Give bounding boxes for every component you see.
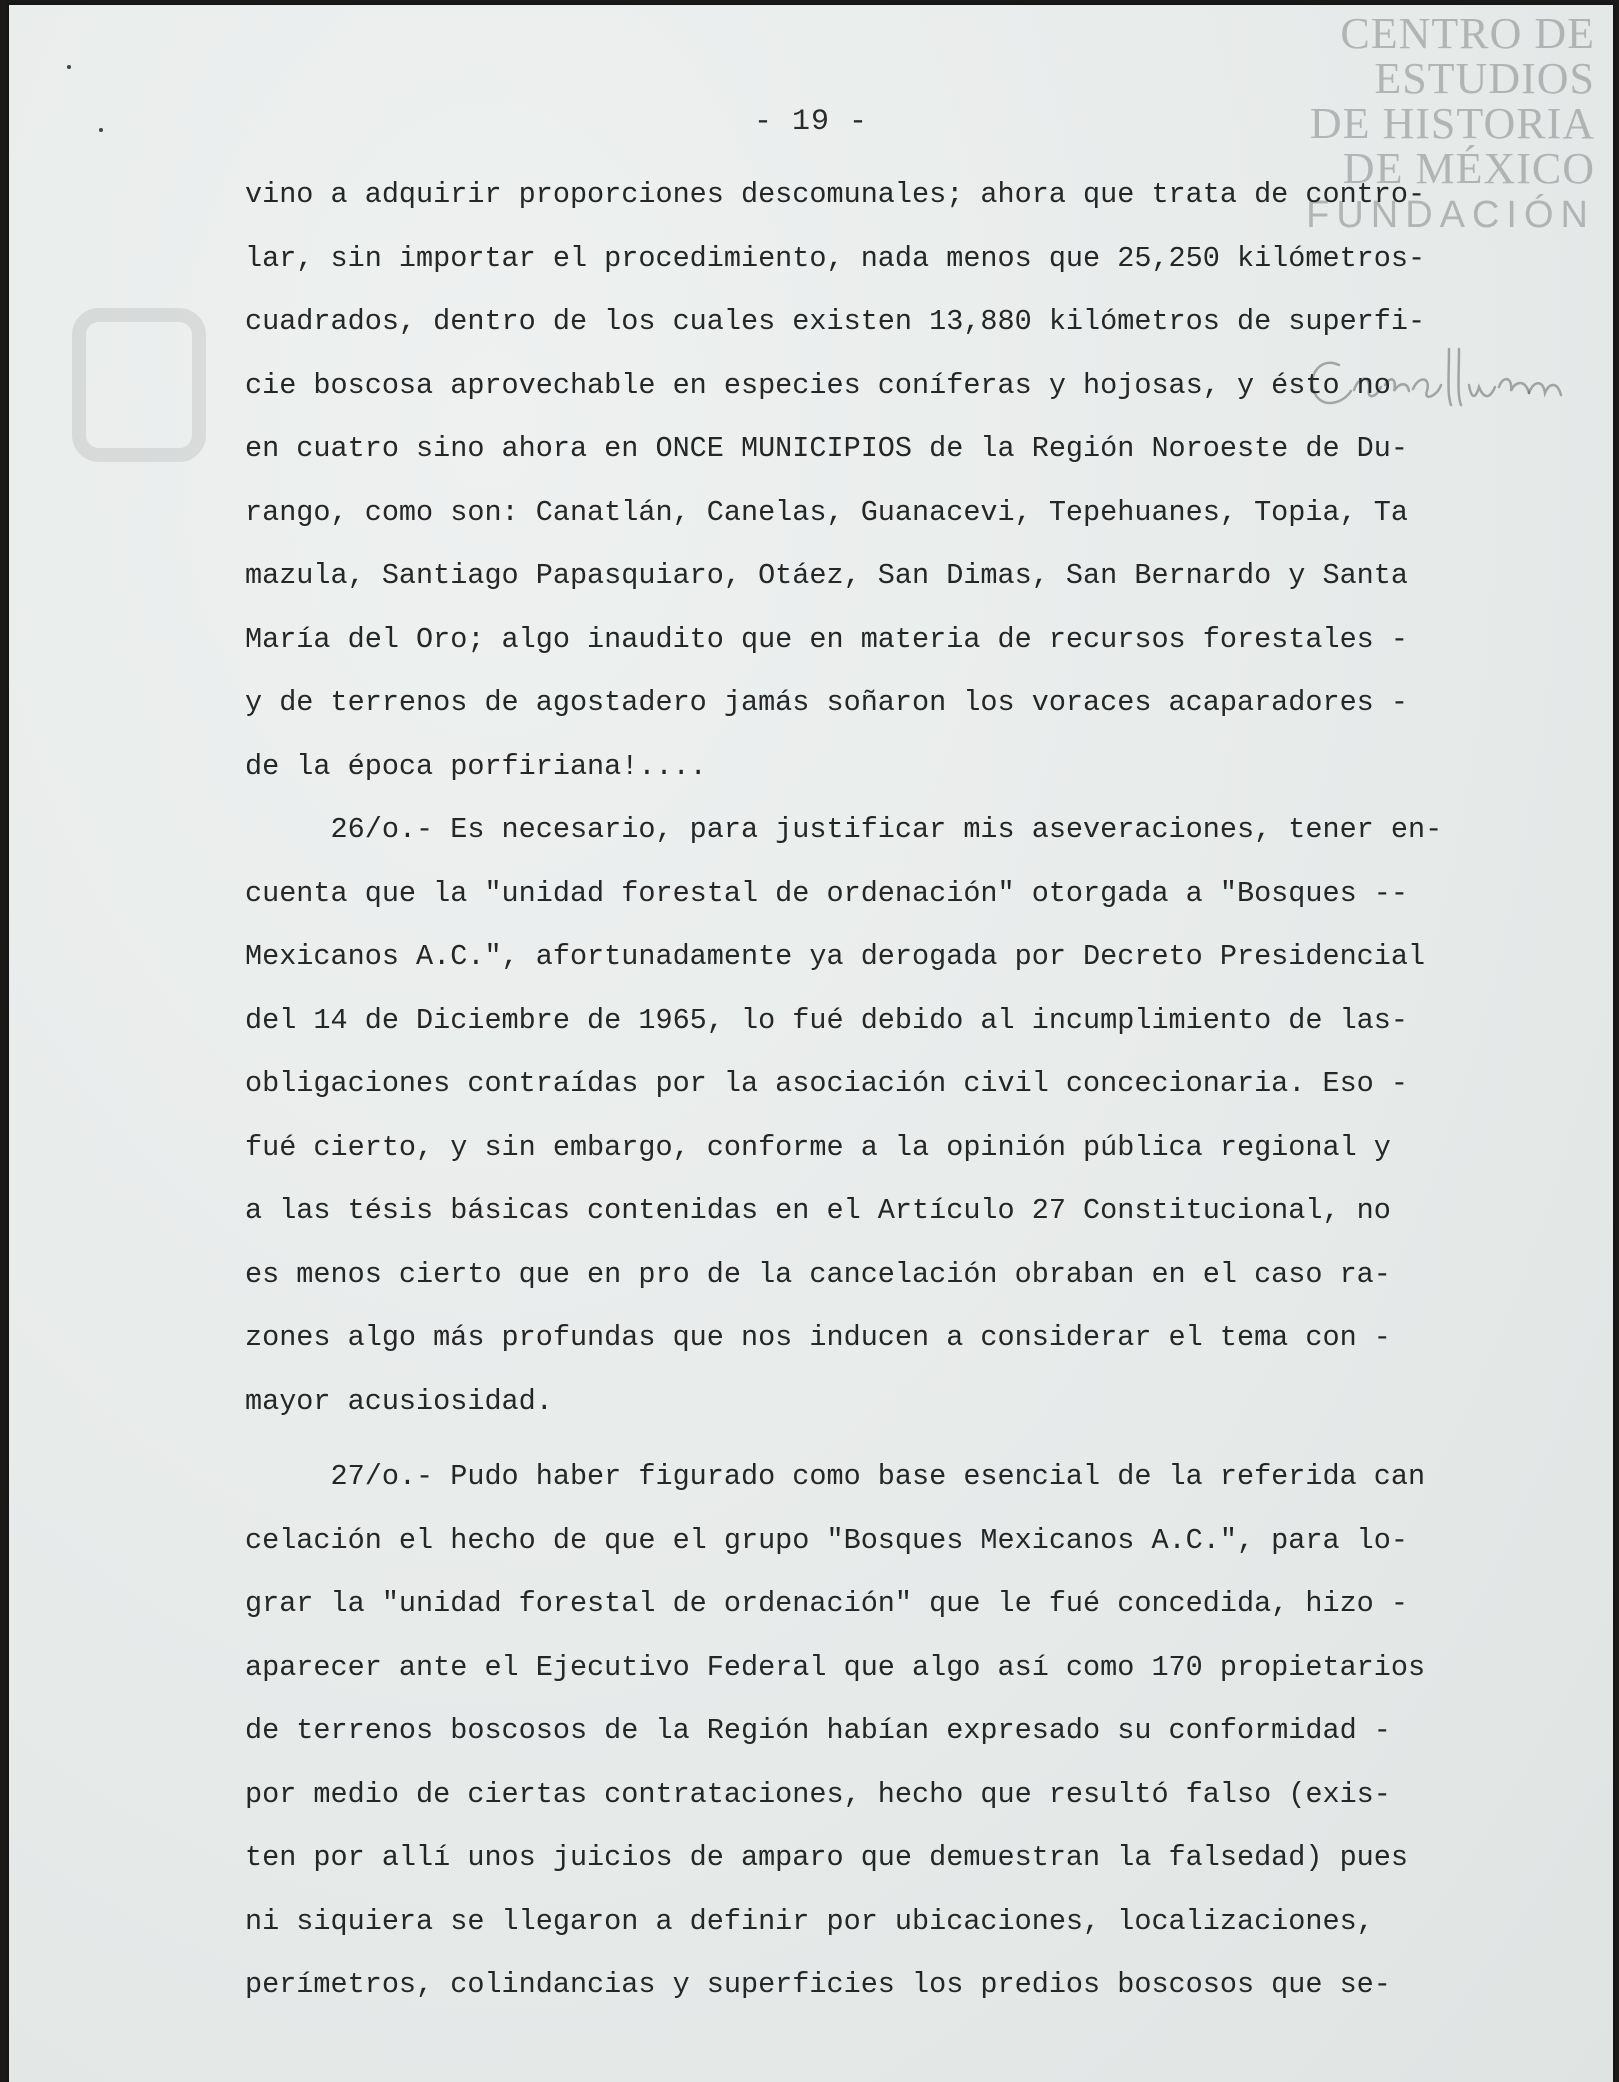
paragraph-gap [245, 1433, 1575, 1445]
text-line: es menos cierto que en pro de la cancelación obraban en el caso ra- [245, 1257, 1391, 1291]
paragraph-26-start: 26/o.- Es necesario, para justificar mis aseveraciones, tener en- [245, 813, 1443, 846]
text-line: María del Oro; algo inaudito que en materia de recursos forestales - [245, 622, 1408, 656]
text-line: lar, sin importar el procedimiento, nada menos que 25,250 kilómetros- [245, 241, 1426, 275]
text-line: rango, como son: Canatlán, Canelas, Guanacevi, Tepehuanes, Topia, Ta [245, 495, 1408, 529]
text-line: ni siquiera se llegaron a definir por ubicaciones, localizaciones, [245, 1904, 1374, 1938]
text-line: ten por allí unos juicios de amparo que demuestran la falsedad) pues [245, 1841, 1408, 1874]
text-line: zones algo más profundas que nos inducen a considerar el tema con - [245, 1321, 1391, 1354]
page-number: - 19 - [753, 105, 869, 139]
watermark-line: DE HISTORIA [1309, 99, 1595, 148]
text-line: de la época porfiriana!.... [245, 749, 707, 783]
paragraph-27-start: 27/o.- Pudo haber figurado como base esencial de la referida can [245, 1460, 1426, 1493]
text-line: mayor acusiosidad. [245, 1384, 553, 1418]
bleed-through-stamp [69, 305, 209, 465]
text-line: celación el hecho de que el grupo "Bosques Mexicanos A.C.", para lo- [245, 1523, 1408, 1557]
text-line: a las tésis básicas contenidas en el Artículo 27 Constitucional, no [245, 1194, 1391, 1227]
text-line: por medio de ciertas contrataciones, hecho que resultó falso (exis- [245, 1777, 1391, 1811]
text-line: y de terrenos de agostadero jamás soñaron los voraces acaparadores - [245, 686, 1408, 719]
text-line: grar la "unidad forestal de ordenación" que le fué concedida, hizo - [245, 1587, 1408, 1620]
watermark-line: FUNDACIÓN [1306, 194, 1595, 236]
text-line: cuadrados, dentro de los cuales existen 13,880 kilómetros de superfi- [245, 305, 1426, 338]
text-line: vino a adquirir proporciones descomunales; ahora que trata de contro- [245, 178, 1426, 211]
document-page [9, 5, 1613, 2082]
watermark-line: ESTUDIOS [1374, 54, 1595, 103]
speck [67, 65, 71, 69]
text-line: perímetros, colindancias y superficies los predios boscosos que se- [245, 1968, 1391, 2001]
text-line: en cuatro sino ahora en ONCE MUNICIPIOS de la Región Noroeste de Du- [245, 432, 1408, 465]
typed-text-body [245, 163, 1575, 2017]
watermark-line: CENTRO DE [1340, 9, 1595, 58]
text-line: de terrenos boscosos de la Región habían expresado su conformidad - [245, 1714, 1391, 1747]
text-line: cie boscosa aprovechable en especies coníferas y hojosas, y ésto no [245, 368, 1391, 402]
text-line: Mexicanos A.C.", afortunadamente ya derogada por Decreto Presidencial [245, 940, 1426, 973]
text-line: aparecer ante el Ejecutivo Federal que algo así como 170 propietarios [245, 1650, 1426, 1684]
watermark-line: DE MÉXICO [1342, 144, 1595, 193]
text-line: cuenta que la "unidad forestal de ordenación" otorgada a "Bosques -- [245, 876, 1408, 910]
text-line: mazula, Santiago Papasquiaro, Otáez, San Dimas, San Bernardo y Santa [245, 559, 1408, 592]
text-line: fué cierto, y sin embargo, conforme a la opinión pública regional y [245, 1130, 1391, 1164]
text-line: del 14 de Diciembre de 1965, lo fué debido al incumplimiento de las- [245, 1003, 1408, 1037]
text-line: obligaciones contraídas por la asociación civil concecionaria. Eso - [245, 1067, 1408, 1100]
